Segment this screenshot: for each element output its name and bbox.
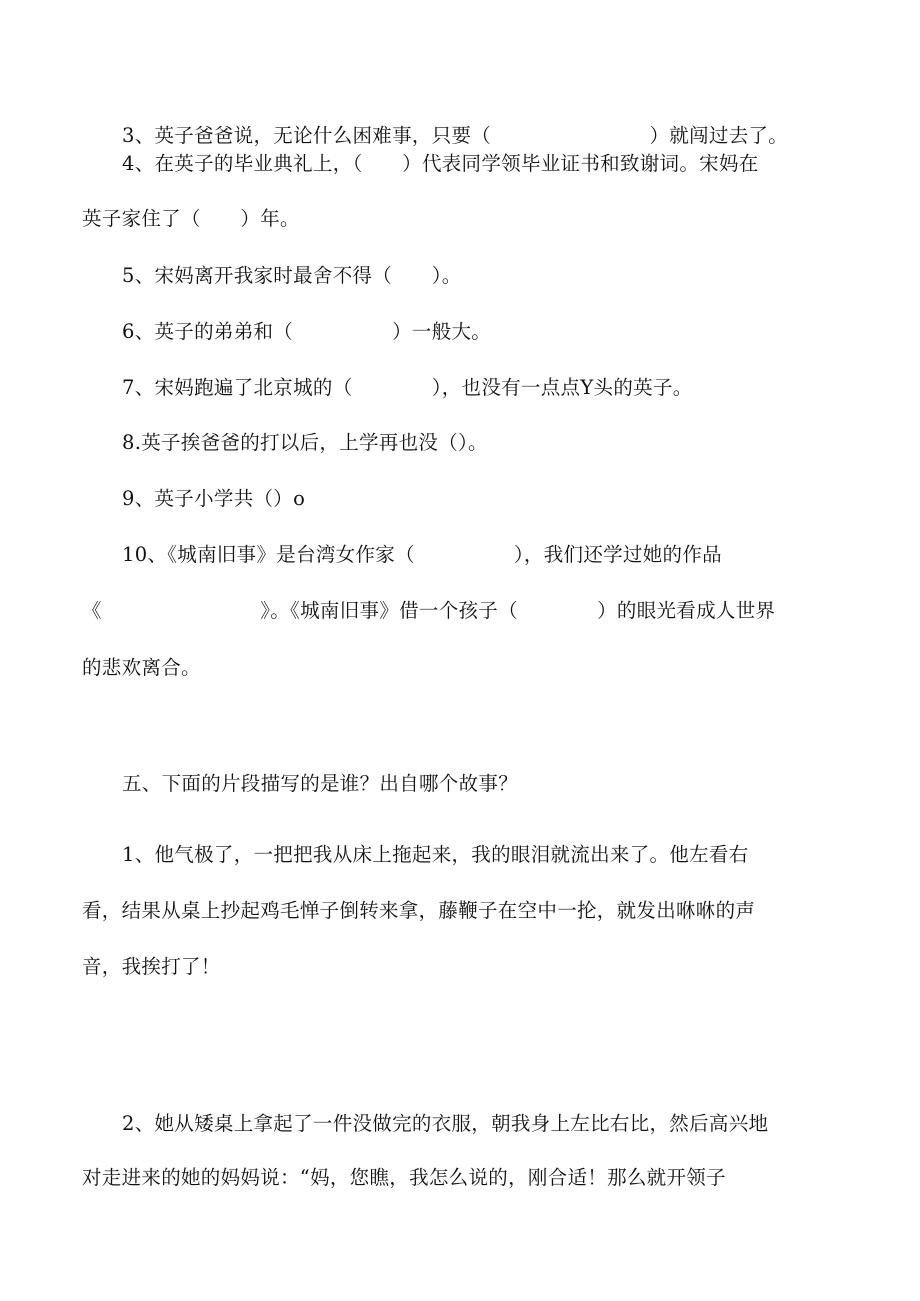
question-10-line-1: 10、《城南旧事》是台湾女作家（ ），我们还学过她的作品 <box>122 543 722 566</box>
question-7: 7、宋妈跑遍了北京城的（ ），也没有一点点Y头的英子。 <box>122 376 693 399</box>
question-4-line-2: 英子家住了（ ）年。 <box>82 207 300 230</box>
question-4-line-1: 4、在英子的毕业典礼上，（ ）代表同学领毕业证书和致谢词。宋妈在 <box>122 152 759 175</box>
question-3: 3、英子爸爸说，无论什么困难事，只要（ ）就闯过去了。 <box>122 124 789 147</box>
passage-1-line-3: 音，我挨打了！ <box>82 955 221 978</box>
question-8: 8.英子挨爸爸的打以后，上学再也没（）。 <box>122 431 488 454</box>
passage-2-line-1: 2、她从矮桌上拿起了一件没做完的衣服，朝我身上左比右比，然后高兴地 <box>122 1112 769 1135</box>
section-5-heading: 五、下面的片段描写的是谁？出自哪个故事？ <box>122 772 519 795</box>
passage-2-line-2: 对走进来的她的妈妈说：“妈，您瞧，我怎么说的，刚合适！那么就开领子 <box>82 1166 726 1189</box>
question-6: 6、英子的弟弟和（ ）一般大。 <box>122 320 492 343</box>
question-10-line-2: 《 》。《城南旧事》借一个孩子（ ）的眼光看成人世界 <box>82 599 776 622</box>
question-5: 5、宋妈离开我家时最舍不得（ ）。 <box>122 264 462 287</box>
question-10-line-3: 的悲欢离合。 <box>82 656 201 679</box>
passage-1-line-1: 1、他气极了，一把把我从床上拖起来，我的眼泪就流出来了。他左看右 <box>122 843 749 866</box>
passage-1-line-2: 看，结果从桌上抄起鸡毛惮子倒转来拿，藤鞭子在空中一抡，就发出咻咻的声 <box>82 899 756 922</box>
question-9: 9、英子小学共（）o <box>122 487 306 510</box>
